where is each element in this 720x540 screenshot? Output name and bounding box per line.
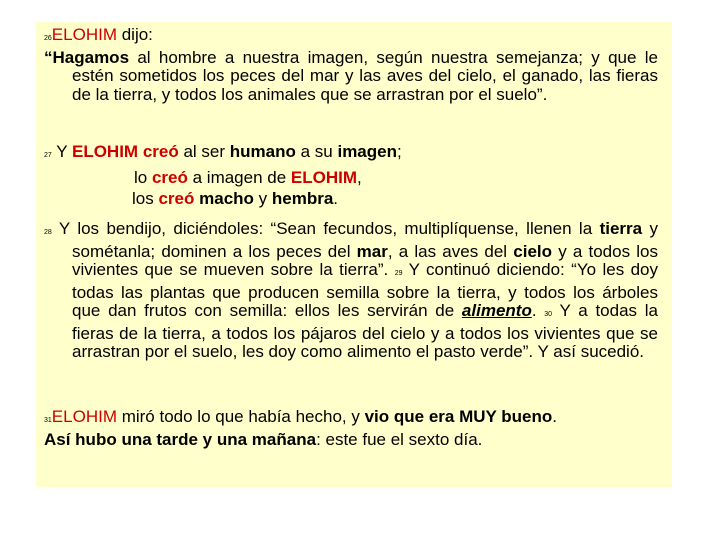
alimento-word: alimento (461, 301, 532, 320)
verse-text: . (552, 407, 557, 426)
cielo-word: cielo (513, 241, 553, 261)
hembra-word: hembra (271, 189, 334, 208)
verse-text: al ser (178, 142, 230, 161)
verse-text: . (531, 301, 545, 320)
verse-number-28: 28 (44, 229, 52, 236)
verse-text: y sométanla; dominen a los peces del (72, 219, 658, 261)
verse-28-paragraph (44, 220, 658, 362)
verse-31 (44, 408, 658, 449)
verse-31-line-2 (44, 431, 658, 450)
humano-word: humano (229, 142, 296, 161)
elohim-name: ELOHIM (51, 25, 117, 44)
verse-text: , (357, 167, 362, 187)
verse-text: los (132, 189, 159, 208)
verse-text: . (333, 189, 339, 208)
verse-number-31: 31 (44, 417, 52, 424)
verse-text: Y a todas la fieras de la tierra, a todos los pájaros del cielo y a todos los vivientes que se arrastran por el suelo, les doy como alimento el pasto verde”. Y así sucedió. (72, 301, 658, 361)
verse-27-line-3 (44, 190, 658, 209)
verse-text: al hombre a nuestra imagen, según nuestra semejanza; y que le estén sometidos los peces del mar y las aves del cielo, el ganado, las fieras de la tierra, y todos los animales que se arrastran por el suelo”. (72, 47, 658, 104)
verse-text: Y (56, 142, 72, 161)
hagamos-word: “Hagamos (44, 47, 130, 67)
verse-text: y (253, 189, 272, 208)
verse-text: a su (295, 142, 338, 161)
verse-text: Y los bendijo, diciéndoles: “Sean fecundos, multiplíquense, llenen la (58, 219, 600, 238)
text-panel (36, 22, 672, 487)
verse-31-paragraph (44, 408, 658, 431)
verse-26 (44, 26, 658, 104)
macho-word: macho (199, 189, 254, 208)
verse-text: dijo: (116, 25, 153, 44)
verse-text: lo (134, 167, 152, 187)
verse-number-29: 29 (394, 270, 403, 277)
verse-text: miró todo lo que había hecho, y (116, 407, 365, 426)
verse-26-paragraph (44, 26, 658, 49)
mar-word: mar (356, 241, 388, 261)
verse-text: ; (397, 142, 402, 161)
verse-text: y a todos los vivientes que se mueven sobre la tierra”. (72, 241, 658, 279)
verse-27-line-2 (44, 169, 658, 188)
verse-text: , a las aves del (387, 241, 514, 261)
elohim-name: ELOHIM (290, 167, 358, 187)
creo-word: creó (151, 167, 188, 187)
vio-que-era-muy-bueno: vio que era MUY bueno (364, 407, 553, 426)
verse-text: : este fue el sexto día. (316, 429, 483, 449)
verse-26-body (44, 49, 658, 105)
verse-number-27: 27 (44, 152, 52, 159)
elohim-name: ELOHIM (71, 142, 139, 161)
tierra-word: tierra (599, 219, 643, 238)
verse-number-26: 26 (44, 35, 52, 42)
verse-number-30: 30 (544, 311, 553, 318)
creo-word: creó (138, 142, 179, 161)
verse-text: Y continuó diciendo: “Yo les doy todas las plantas que producen semilla sobre la tierra, y todos los árboles que dan frutos con semilla: ellos les servirán de (72, 260, 659, 320)
asi-hubo-phrase: Así hubo una tarde y una mañana (44, 429, 317, 449)
creo-word: creó (158, 189, 195, 208)
imagen-word: imagen (337, 142, 397, 161)
verse-28 (44, 220, 658, 362)
verse-27 (44, 143, 658, 209)
verse-27-line-1 (44, 143, 658, 166)
verse-text: a imagen de (187, 167, 291, 187)
elohim-name: ELOHIM (51, 407, 117, 426)
